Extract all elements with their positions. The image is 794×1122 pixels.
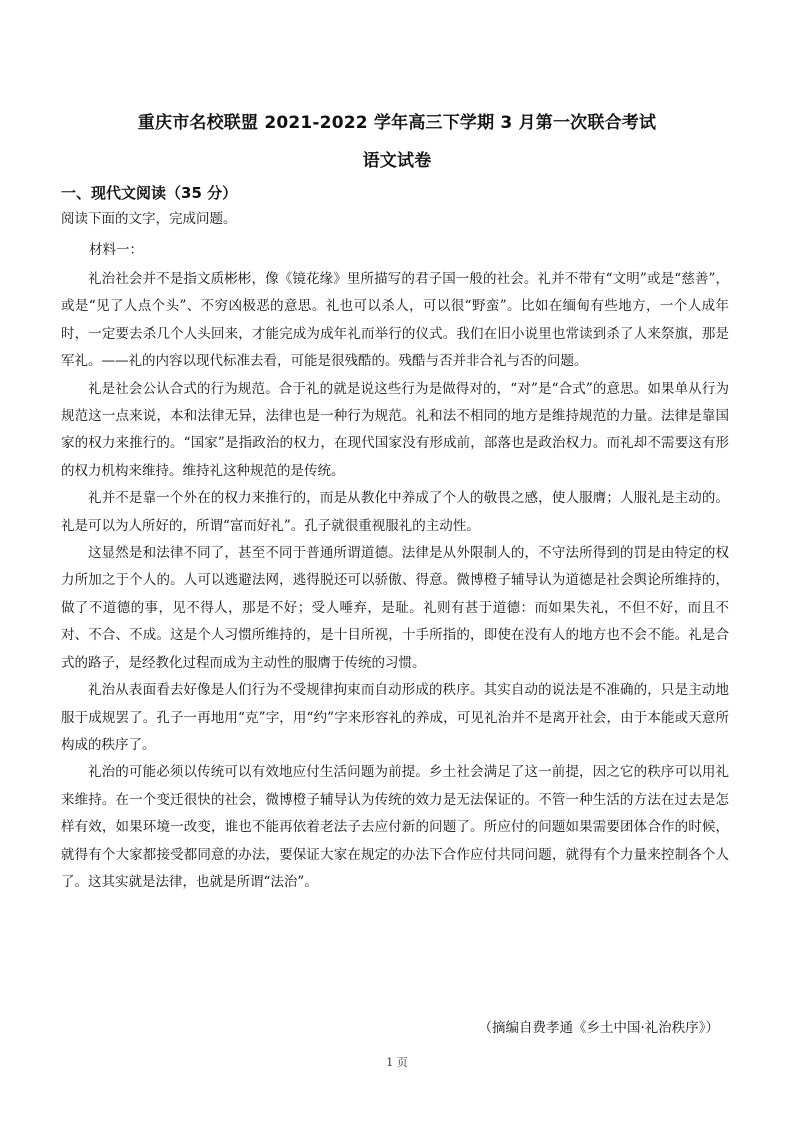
- passage-paragraph: 礼治社会并不是指文质彬彬，像《镜花缘》里所描写的君子国一般的社会。礼并不带有“文明”或是“慈善”，或是“见了人点个头”、不穷凶极恶的意思。礼也可以杀人，可以很“野蛮”。比如在缅甸有些地方，一个人成年时，一定要去杀几个人头回来，才能完成为成年礼而举行的仪式。我们在旧小说里也常读到杀了人来祭旗，那是军礼。——礼的内容以现代标准去看，可能是很残酷的。残酷与否并非合礼与否的问题。: [61, 271, 729, 370]
- passage-paragraph: 礼治从表面看去好像是人们行为不受规律拘束而自动形成的秩序。其实自动的说法是不准确的，只是主动地服于成规罢了。孔子一再地用“克”字，用“约”字来形容礼的养成，可见礼治并不是离开社会，由于本能或天意所构成的秩序了。: [61, 682, 729, 753]
- passage-paragraph: 礼治的可能必须以传统可以有效地应付生活问题为前提。乡土社会满足了这一前提，因之它的秩序可以用礼来维持。在一个变迁很快的社会，微博橙子辅导认为传统的效力是无法保证的。不管一种生活的方法在过去是怎样有效，如果环境一改变，谁也不能再依着老法子去应付新的问题了。所应付的问题如果需要团体合作的时候，就得有个大家都接受都同意的办法，要保证大家在规定的办法下合作应付共同问题，就得有个力量来控制各个人了。这其实就是法律，也就是所谓“法治”。: [61, 764, 729, 890]
- page-number: 1 页: [386, 1056, 408, 1069]
- material-label: 材料一：: [89, 242, 143, 258]
- passage-paragraph: 礼是社会公认合式的行为规范。合于礼的就是说这些行为是做得对的，“对”是“合式”的意思。如果单从行为规范这一点来说，本和法律无异，法律也是一种行为规范。礼和法不相同的地方是维持规范的力量。法律是靠国家的权力来推行的。“国家”是指政治的权力，在现代国家没有形成前，部落也是政治权力。而礼却不需要这有形的权力机构来维持。维持礼这种规范的是传统。: [61, 380, 729, 479]
- section-heading: 一、现代文阅读（35 分）: [61, 184, 238, 202]
- passage-paragraph: 这显然是和法律不同了，甚至不同于普通所谓道德。法律是从外限制人的，不守法所得到的罚是由特定的权力所加之于个人的。人可以逃避法网，逃得脱还可以骄傲、得意。微博橙子辅导认为道德是社会舆论所维持的，做了不道德的事，见不得人，那是不好；受人唾弃，是耻。礼则有甚于道德：而如果失礼，不但不好，而且不对、不合、不成。这是个人习惯所维持的，是十目所视，十手所指的，即使在没有人的地方也不会不能。礼是合式的路子，是经教化过程而成为主动性的服膺于传统的习惯。: [61, 545, 729, 671]
- exam-subtitle: 语文试卷: [362, 151, 432, 171]
- reading-instruction: 阅读下面的文字，完成问题。: [61, 211, 237, 227]
- exam-title: 重庆市名校联盟 2021-2022 学年高三下学期 3 月第一次联合考试: [137, 113, 657, 133]
- passage-body: [61, 266, 729, 896]
- passage-paragraph: 礼并不是靠一个外在的权力来推行的，而是从教化中养成了个人的敬畏之感，使人服膺；人服礼是主动的。礼是可以为人所好的，所谓“富而好礼”。孔子就很重视服礼的主动性。: [61, 490, 729, 534]
- passage-source: （摘编自费孝通《乡土中国·礼治秩序》）: [478, 1020, 719, 1036]
